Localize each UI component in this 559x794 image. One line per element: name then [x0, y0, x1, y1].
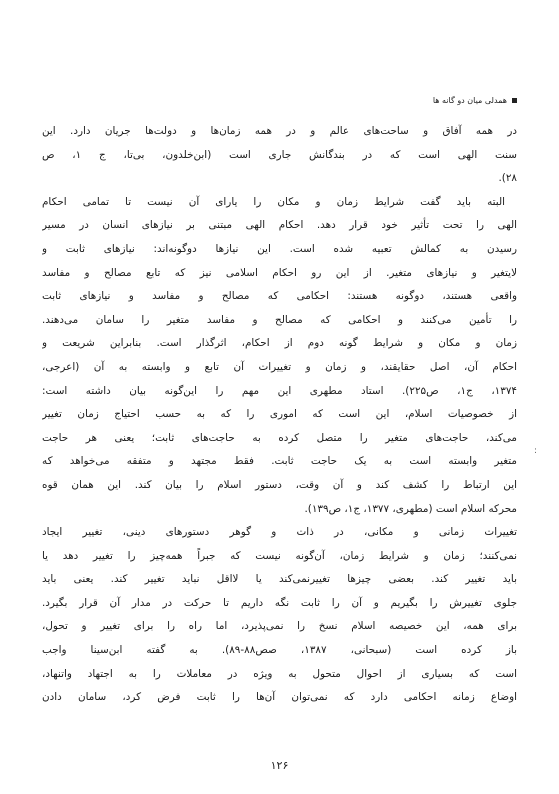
running-header [433, 96, 517, 105]
text-line: لایتغیر و نیازهای متغیر. از این رو احکام اسلامی نیز که تابع مصالح و مفاسد [42, 266, 517, 279]
text-line: نمی‌کنند؛ زمان و شرایط زمان، آن‌گونه نیست که جبراً همه‌چیز را تغییر دهد یا [42, 549, 517, 562]
text-line: ۱۳۷۴، ج۱، ص۲۲۵). استاد مطهری این مهم را این‌گونه بیان داشته است: [42, 384, 517, 397]
text-line: رسیدن به کمالش تعبیه شده است. این نیازها دوگونه‌اند: نیازهای ثابت و [42, 242, 517, 255]
text-line: را تأمین می‌کنند و احکامی که مصالح و مفاسد متغیر را سامان می‌دهند. [42, 313, 517, 326]
text-line: برای همه، این خصیصه اسلام نسخ را نمی‌پذیرد، اما راه را برای تغییر و تحول، [42, 620, 517, 633]
text-line: این ارتباط را کشف کند و آن وقت، دستور اسلام را بیان کند. این همان قوه [42, 478, 517, 491]
body-text [42, 120, 517, 710]
paragraph [42, 120, 517, 191]
text-line: جلوی تغییرش را بگیریم و آن را ثابت نگه داریم تا حرکت در مدار آن قرار بگیرد. [42, 596, 517, 609]
text-line: باید تغییر کند. بعضی چیزها تغییرنمی‌کند یا لااقل نباید تغییر کند. یعنی باید [42, 573, 517, 586]
paragraph [42, 191, 517, 521]
text-line: سنت الهی است که در بندگانش جاری است (ابن‌خلدون، بی‌تا، ج ۱، ص [42, 148, 517, 161]
running-title: همدلی میان دو گانه ها [432, 96, 507, 105]
text-line: می‌کند، حاجت‌های متغیر را متصل کرده به حاجت‌های ثابت؛ یعنی هر حاجت [42, 431, 517, 444]
text-line: الهی را تحت تأثیر خود قرار دهد. احکام الهی مبتنی بر نیازهای انسان در مسیر [42, 219, 517, 232]
text-line: باز کرده است (سبحانی، ۱۳۸۷، صص۸۸-۸۹). به گفته ابن‌سینا واجب [42, 644, 517, 657]
text-line: از خصوصیات اسلام، این است که اموری را که به حسب احتیاج زمان تغییر [42, 408, 517, 421]
text-line: واقعی هستند، دوگونه هستند: احکامی که مصالح و مفاسد و نیازهای ثابت [42, 290, 517, 303]
text-line: ۲۸). [498, 172, 517, 185]
text-line: تغییرات زمانی و مکانی، در ذات و گوهر دستورهای دینی، تغییر ایجاد [42, 526, 517, 539]
margin-mark: : [534, 446, 538, 456]
text-line: محرکه اسلام است (مطهری، ۱۳۷۷، ج۱، ص۱۳۹). [304, 502, 517, 515]
paragraph [42, 521, 517, 710]
page-number: ۱۲۶ [270, 759, 289, 772]
text-line: البته باید گفت شرایط زمان و مکان را یارای آن نیست تا تمامی احکام [42, 195, 505, 208]
header-bullet-icon [512, 98, 517, 103]
text-line: در همه آفاق و ساحت‌های عالم و در همه زمان‌ها و دولت‌ها جریان دارد. این [42, 125, 517, 137]
text-line: متغیر وابسته است به یک حاجت ثابت. فقط مجتهد و متفقه می‌خواهد که [42, 455, 517, 468]
text-line: زمان و مکان و شرایط گونه دوم از احکام، اثرگذار است. بنابراین شریعت و [42, 337, 517, 350]
text-line: اوضاع زمانه احکامی دارد که نمی‌توان آن‌ها را ثابت فرض کرد، سامان دادن [42, 691, 517, 704]
text-line: است که بسیاری از احوال متحول به ویژه در معاملات را به اجتهاد واتنهاد، [42, 667, 517, 680]
text-line: احکام آن، اصل حقایقند، و زمان و تغییرات آن تابع و وابسته به آن (اعرجی، [42, 360, 517, 373]
